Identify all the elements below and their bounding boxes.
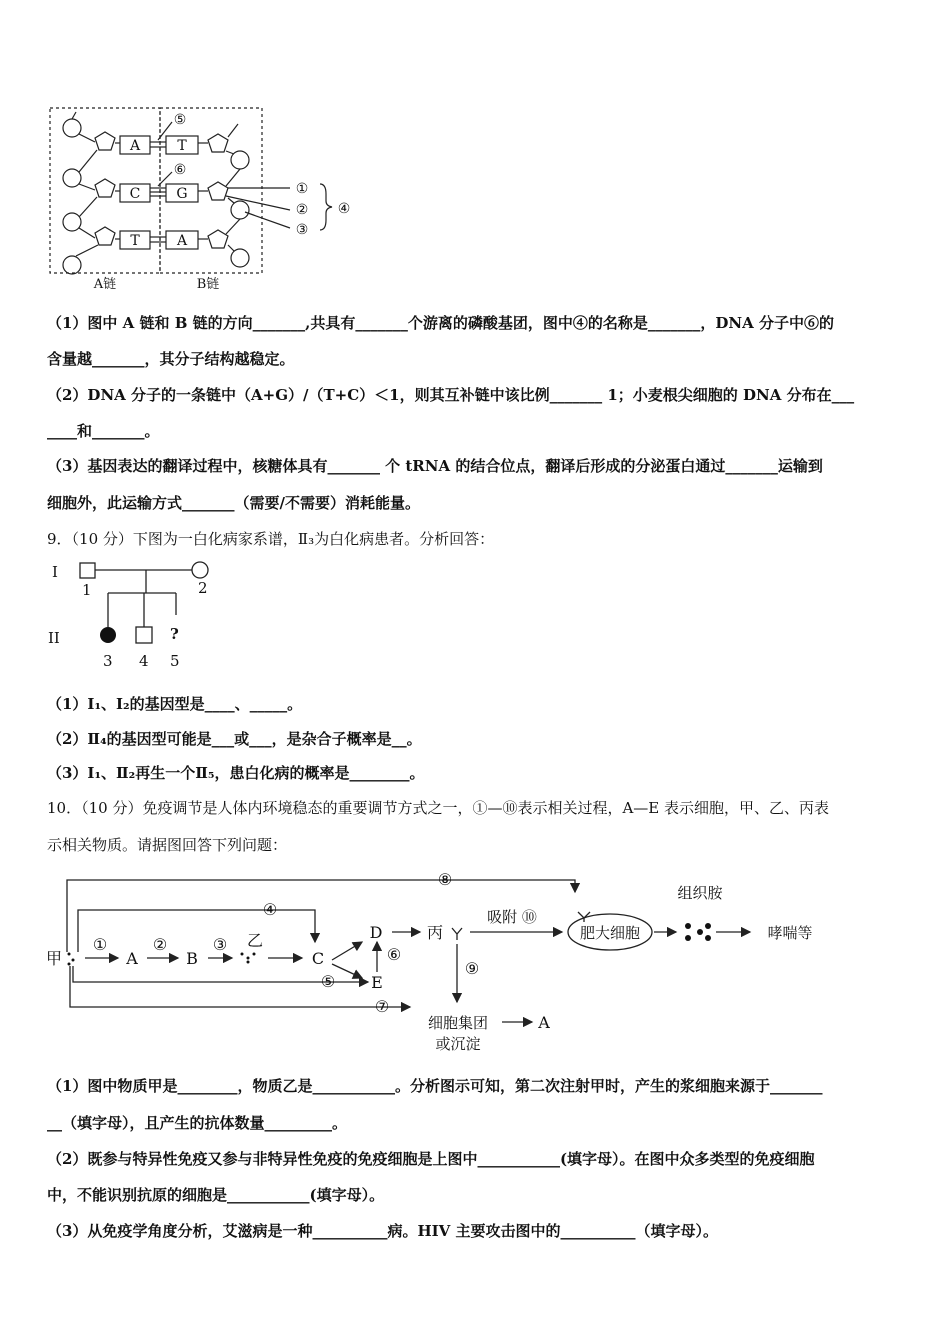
step-8: ⑧ bbox=[437, 870, 453, 889]
step-4: ④ bbox=[262, 900, 278, 919]
step-3: ③ bbox=[212, 935, 228, 954]
label-cluster-2: 或沉淀 bbox=[435, 1035, 481, 1053]
dna-a-base-1: A bbox=[129, 138, 141, 154]
q10-line-1: （1）图中物质甲是________，物质乙是___________。分析图示可知，第二次注射甲时，产生的浆细胞来源于_______ bbox=[47, 1077, 823, 1095]
marker-1: ① bbox=[295, 181, 309, 197]
dna-structure-figure bbox=[40, 100, 380, 300]
individual-3: 3 bbox=[103, 652, 113, 670]
cell-d: D bbox=[369, 923, 383, 942]
q10-line-3: （2）既参与特异性免疫又参与非特异性免疫的免疫细胞是上图中___________(填字母）。在图中众多类型的免疫细胞 bbox=[47, 1150, 815, 1168]
q10-line-2: __（填字母），且产生的抗体数量_________。 bbox=[47, 1114, 348, 1132]
label-b-chain: B链 bbox=[196, 277, 220, 292]
dna-b-base-3: A bbox=[176, 233, 188, 249]
marker-6: ⑥ bbox=[173, 162, 187, 178]
marker-3: ③ bbox=[295, 222, 309, 238]
individual-2: 2 bbox=[198, 579, 208, 597]
dna-a-base-2: C bbox=[129, 186, 141, 202]
q9-question-3: （3）Ⅰ₁、Ⅱ₂再生一个Ⅱ₅，患白化病的概率是________。 bbox=[47, 764, 425, 782]
q8-line-4: ____和_______。 bbox=[47, 422, 160, 440]
cell-a: A bbox=[126, 949, 138, 968]
q8-line-2: 含量越_______，其分子结构越稳定。 bbox=[47, 350, 295, 368]
q10-header-2: 示相关物质。请据图回答下列问题： bbox=[47, 836, 288, 854]
label-jia: 甲 bbox=[45, 949, 63, 968]
dna-a-base-3: T bbox=[130, 233, 140, 249]
q9-question-1: （1）Ⅰ₁、Ⅰ₂的基因型是____、_____。 bbox=[47, 695, 303, 713]
step-6: ⑥ bbox=[386, 945, 402, 964]
pedigree-chart bbox=[40, 555, 240, 675]
label-a-chain: A链 bbox=[93, 277, 117, 292]
q10-header-1: 10．（10 分）免疫调节是人体内环境稳态的重要调节方式之一，①—⑩表示相关过程，A—E 表示细胞，甲、乙、丙表 bbox=[47, 799, 829, 817]
marker-2: ② bbox=[295, 202, 309, 218]
label-bing: 丙 bbox=[426, 923, 444, 942]
label-mast-cell: 肥大细胞 bbox=[579, 924, 641, 942]
individual-1: 1 bbox=[82, 581, 92, 599]
cell-e: E bbox=[371, 973, 383, 992]
unknown-mark: ? bbox=[170, 625, 179, 643]
q9-header: 9．（10 分）下图为一白化病家系谱，Ⅱ₃为白化病患者。分析回答： bbox=[47, 530, 495, 548]
q8-line-5: （3）基因表达的翻译过程中，核糖体具有_______ 个 tRNA 的结合位点，翻译后形成的分泌蛋白通过_______运输到 bbox=[47, 457, 823, 475]
label-yi: 乙 bbox=[246, 931, 264, 950]
dna-b-base-1: T bbox=[177, 138, 187, 154]
dna-b-base-2: G bbox=[176, 186, 188, 202]
q9-question-2: （2）Ⅱ₄的基因型可能是___或___，是杂合子概率是__。 bbox=[47, 730, 422, 748]
q8-line-6: 细胞外，此运输方式_______（需要/不需要）消耗能量。 bbox=[47, 494, 420, 512]
label-cluster-1: 细胞集团 bbox=[427, 1014, 489, 1032]
cell-c: C bbox=[311, 949, 325, 968]
individual-5: 5 bbox=[170, 652, 180, 670]
step-1: ① bbox=[92, 935, 108, 954]
q8-line-1: （1）图中 A 链和 B 链的方向_______,共具有_______个游离的磷酸基团，图中④的名称是_______，DNA 分子中⑥的 bbox=[47, 314, 834, 332]
q8-line-3: （2）DNA 分子的一条链中（A+G）/（T+C）＜1，则其互补链中该比例_______ 1；小麦根尖细胞的 DNA 分布在___ bbox=[47, 386, 855, 404]
cell-a-end: A bbox=[538, 1013, 550, 1032]
q10-line-4: 中，不能识别抗原的细胞是___________(填字母）。 bbox=[47, 1186, 385, 1204]
gen-ii-label: II bbox=[48, 629, 60, 647]
step-9: ⑨ bbox=[464, 959, 480, 978]
marker-5: ⑤ bbox=[173, 112, 187, 128]
marker-4: ④ bbox=[337, 201, 351, 217]
step-7: ⑦ bbox=[374, 997, 390, 1016]
label-adsorb: 吸附 ⑩ bbox=[487, 908, 537, 926]
immune-diagram bbox=[40, 862, 840, 1057]
step-5: ⑤ bbox=[320, 972, 336, 991]
q10-line-5: （3）从免疫学角度分析，艾滋病是一种__________病。HIV 主要攻击图中的__________（填字母）。 bbox=[47, 1222, 718, 1240]
label-histamine: 组织胺 bbox=[677, 884, 723, 902]
label-asthma: 哮喘等 bbox=[767, 924, 813, 942]
gen-i-label: I bbox=[52, 563, 58, 581]
individual-4: 4 bbox=[139, 652, 149, 670]
cell-b: B bbox=[186, 949, 198, 968]
step-2: ② bbox=[152, 935, 168, 954]
